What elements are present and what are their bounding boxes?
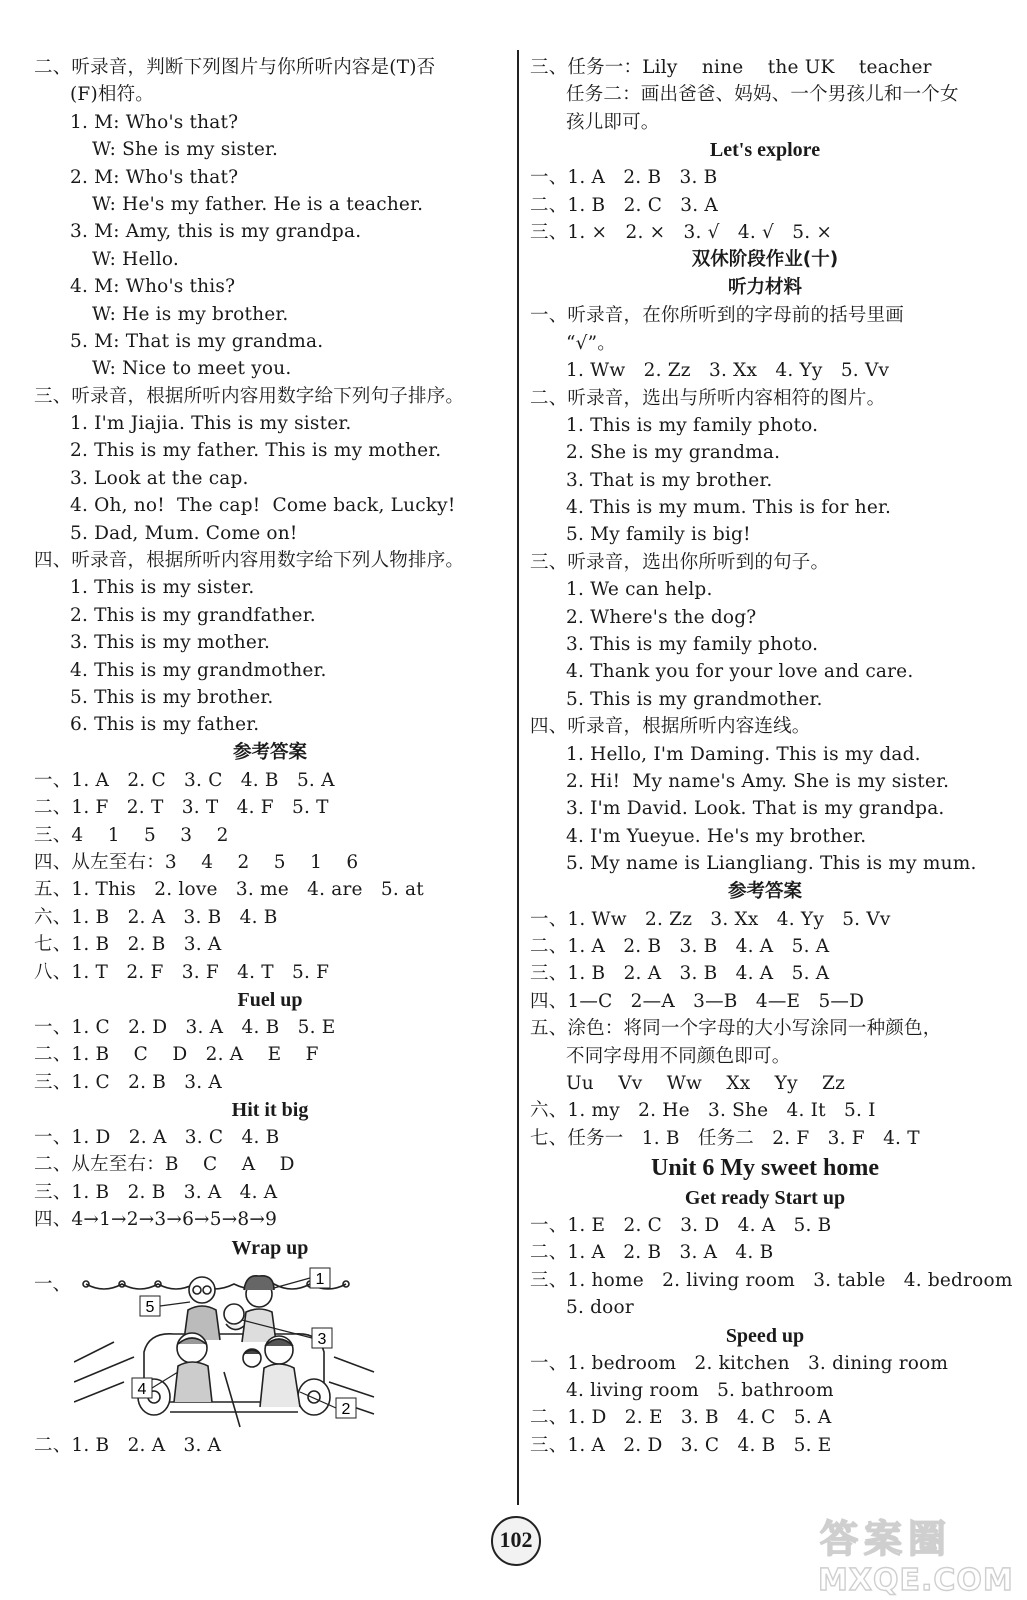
text-line: 5. door: [566, 1297, 634, 1319]
text-line: 六、1. my 2. He 3. She 4. It 5. I: [530, 1100, 876, 1122]
text-line: Uu Vv Ww Xx Yy Zz: [566, 1072, 846, 1094]
text-line: 6. This is my father.: [70, 714, 260, 736]
text-line: 5. Dad, Mum. Come on!: [70, 522, 298, 544]
text-line: 四、从左至右：3 4 2 5 1 6: [34, 851, 359, 873]
text-line: 三、1. home 2. living room 3. table 4. bedroom: [530, 1269, 1013, 1291]
text-line: W: He's my father. He is a teacher.: [92, 193, 424, 215]
text-line: 3. This is my mother.: [70, 632, 271, 654]
text-line: 三、1. B 2. A 3. B 4. A 5. A: [530, 963, 830, 985]
text-line: 1. Hello, I'm Daming. This is my dad.: [566, 743, 921, 765]
text-line: 三、听录音，选出你所听到的句子。: [530, 551, 830, 573]
text-line: 一、1. E 2. C 3. D 4. A 5. B: [530, 1215, 832, 1237]
right-column: [530, 54, 1013, 1459]
text-line: 3. M: Amy, this is my grandpa.: [70, 221, 362, 243]
text-line: 四、听录音，根据所听内容用数字给下列人物排序。: [34, 550, 465, 572]
figure-question-label: 一、: [34, 1273, 72, 1295]
text-line: 四、1—C 2—A 3—B 4—E 5—D: [530, 990, 865, 1012]
text-line: 一、1. C 2. D 3. A 4. B 5. E: [34, 1016, 336, 1038]
text-line: 1. Ww 2. Zz 3. Xx 4. Yy 5. Vv: [566, 360, 890, 382]
text-line: (F)相符。: [70, 84, 154, 106]
text-line: “√”。: [566, 332, 617, 354]
text-line: 三、1. A 2. D 3. C 4. B 5. E: [530, 1434, 832, 1456]
text-line: 二、1. B 2. A 3. A: [34, 1434, 222, 1456]
text-line: 二、从左至右：B C A D: [34, 1154, 295, 1176]
text-line: 2. Hi! My name's Amy. She is my sister.: [566, 770, 950, 792]
text-line: 1. This is my family photo.: [566, 414, 819, 436]
text-line: 4. M: Who's this?: [70, 276, 236, 298]
text-line: 1. M: Who's that?: [70, 111, 239, 133]
text-line: 3. That is my brother.: [566, 469, 773, 491]
text-line: 三、任务一：Lily nine the UK teacher: [530, 57, 932, 78]
text-line: 4. I'm Yueyue. He's my brother.: [566, 825, 867, 847]
text-line: 5. This is my brother.: [70, 686, 274, 708]
text-line: 七、任务一 1. B 任务二 2. F 3. F 4. T: [530, 1127, 920, 1149]
figure-number-5: 5: [145, 1298, 155, 1316]
text-line: 5. M: That is my grandma.: [70, 330, 324, 352]
text-line: W: He is my brother.: [92, 303, 289, 325]
text-line: 不同字母用不同颜色即可。: [566, 1045, 791, 1067]
text-line: 一、1. bedroom 2. kitchen 3. dining room: [530, 1352, 949, 1374]
section-heading: 双休阶段作业(十): [691, 249, 839, 271]
svg-text:MXQE.COM: MXQE.COM: [818, 1563, 1014, 1596]
text-line: 孩儿即可。: [566, 111, 660, 133]
text-line: 五、涂色：将同一个字母的大小写涂同一种颜色，: [530, 1018, 942, 1040]
wrap-up-figure-row: [34, 1262, 506, 1432]
text-line: 二、1. B 2. C 3. A: [530, 194, 718, 216]
text-line: 5. My family is big!: [566, 524, 751, 546]
text-line: 一、听录音，在你所听到的字母前的括号里画: [530, 305, 905, 327]
text-line: 5. My name is Liangliang. This is my mum.: [566, 853, 977, 875]
text-line: 2. She is my grandma.: [566, 442, 781, 464]
left-column: [34, 54, 506, 1459]
family-photo-figure: [74, 1262, 404, 1432]
text-line: 三、1. B 2. B 3. A 4. A: [34, 1181, 278, 1203]
text-line: 2. This is my father. This is my mother.: [70, 440, 442, 462]
figure-number-3: 3: [317, 1330, 327, 1348]
text-line: 4. Oh, no! The cap! Come back, Lucky!: [70, 495, 456, 517]
text-line: 三、1. C 2. B 3. A: [34, 1071, 222, 1093]
section-heading: 参考答案: [232, 741, 307, 763]
text-line: 4. This is my mum. This is for her.: [566, 497, 892, 519]
text-line: 四、听录音，根据所听内容连线。: [530, 716, 811, 738]
text-line: 二、1. A 2. B 3. B 4. A 5. A: [530, 935, 830, 957]
text-line: 二、听录音，判断下列图片与你所听内容是(T)否: [34, 57, 436, 78]
text-line: 五、1. This 2. love 3. me 4. are 5. at: [34, 879, 424, 901]
text-line: 1. I'm Jiajia. This is my sister.: [70, 413, 352, 435]
text-line: 2. M: Who's that?: [70, 166, 239, 188]
figure-number-4: 4: [137, 1380, 147, 1398]
text-line: 1. We can help.: [566, 579, 713, 601]
text-line: 4. living room 5. bathroom: [566, 1380, 834, 1402]
text-line: 二、1. F 2. T 3. T 4. F 5. T: [34, 797, 329, 819]
text-line: 三、听录音，根据所听内容用数字给下列句子排序。: [34, 385, 465, 407]
text-line: 二、1. B C D 2. A E F: [34, 1044, 319, 1066]
text-line: 一、1. Ww 2. Zz 3. Xx 4. Yy 5. Vv: [530, 908, 891, 930]
text-line: 七、1. B 2. B 3. A: [34, 934, 222, 956]
text-line: 二、听录音，选出与所听内容相符的图片。: [530, 387, 886, 409]
section-heading: 听力材料: [727, 277, 802, 299]
text-line: 一、1. D 2. A 3. C 4. B: [34, 1127, 280, 1149]
section-heading: Speed up: [725, 1324, 805, 1347]
section-heading: Hit it big: [231, 1099, 309, 1122]
watermark-logo: [812, 1510, 1017, 1596]
text-line: 一、1. A 2. C 3. C 4. B 5. A: [34, 769, 335, 791]
text-line: 4. Thank you for your love and care.: [566, 661, 914, 683]
text-line: 2. Where's the dog?: [566, 606, 757, 628]
text-line: W: Nice to meet you.: [92, 358, 292, 380]
text-line: 四、4→1→2→3→6→5→8→9: [34, 1209, 278, 1231]
svg-text:答案圈: 答案圈: [820, 1517, 953, 1561]
section-heading: Fuel up: [237, 988, 303, 1011]
text-line: 二、1. D 2. E 3. B 4. C 5. A: [530, 1407, 832, 1429]
text-line: 4. This is my grandmother.: [70, 659, 327, 681]
text-line: W: Hello.: [92, 248, 179, 270]
text-line: W: She is my sister.: [92, 139, 279, 161]
text-line: 六、1. B 2. A 3. B 4. B: [34, 906, 278, 928]
figure-number-2: 2: [341, 1400, 351, 1418]
section-heading: Let's explore: [709, 139, 821, 162]
text-line: 3. I'm David. Look. That is my grandpa.: [566, 798, 945, 820]
text-line: 3. Look at the cap.: [70, 467, 249, 489]
text-line: 任务二：画出爸爸、妈妈、一个男孩儿和一个女: [566, 84, 959, 106]
section-heading: Wrap up: [231, 1236, 309, 1259]
section-heading: 参考答案: [727, 880, 802, 902]
text-line: 二、1. A 2. B 3. A 4. B: [530, 1242, 774, 1264]
column-divider: [517, 50, 519, 1505]
text-line: 八、1. T 2. F 3. F 4. T 5. F: [34, 961, 330, 983]
page-number: 102: [491, 1516, 541, 1566]
text-line: 5. This is my grandmother.: [566, 688, 823, 710]
text-line: 2. This is my grandfather.: [70, 604, 316, 626]
text-line: 一、1. A 2. B 3. B: [530, 167, 718, 189]
text-line: 3. This is my family photo.: [566, 634, 819, 656]
text-line: 三、4 1 5 3 2: [34, 824, 229, 846]
unit-title: Unit 6 My sweet home: [651, 1155, 879, 1182]
figure-number-1: 1: [315, 1270, 325, 1288]
text-line: 1. This is my sister.: [70, 577, 255, 599]
text-line: 三、1. × 2. × 3. √ 4. √ 5. ×: [530, 221, 833, 243]
section-heading: Get ready Start up: [684, 1187, 846, 1210]
